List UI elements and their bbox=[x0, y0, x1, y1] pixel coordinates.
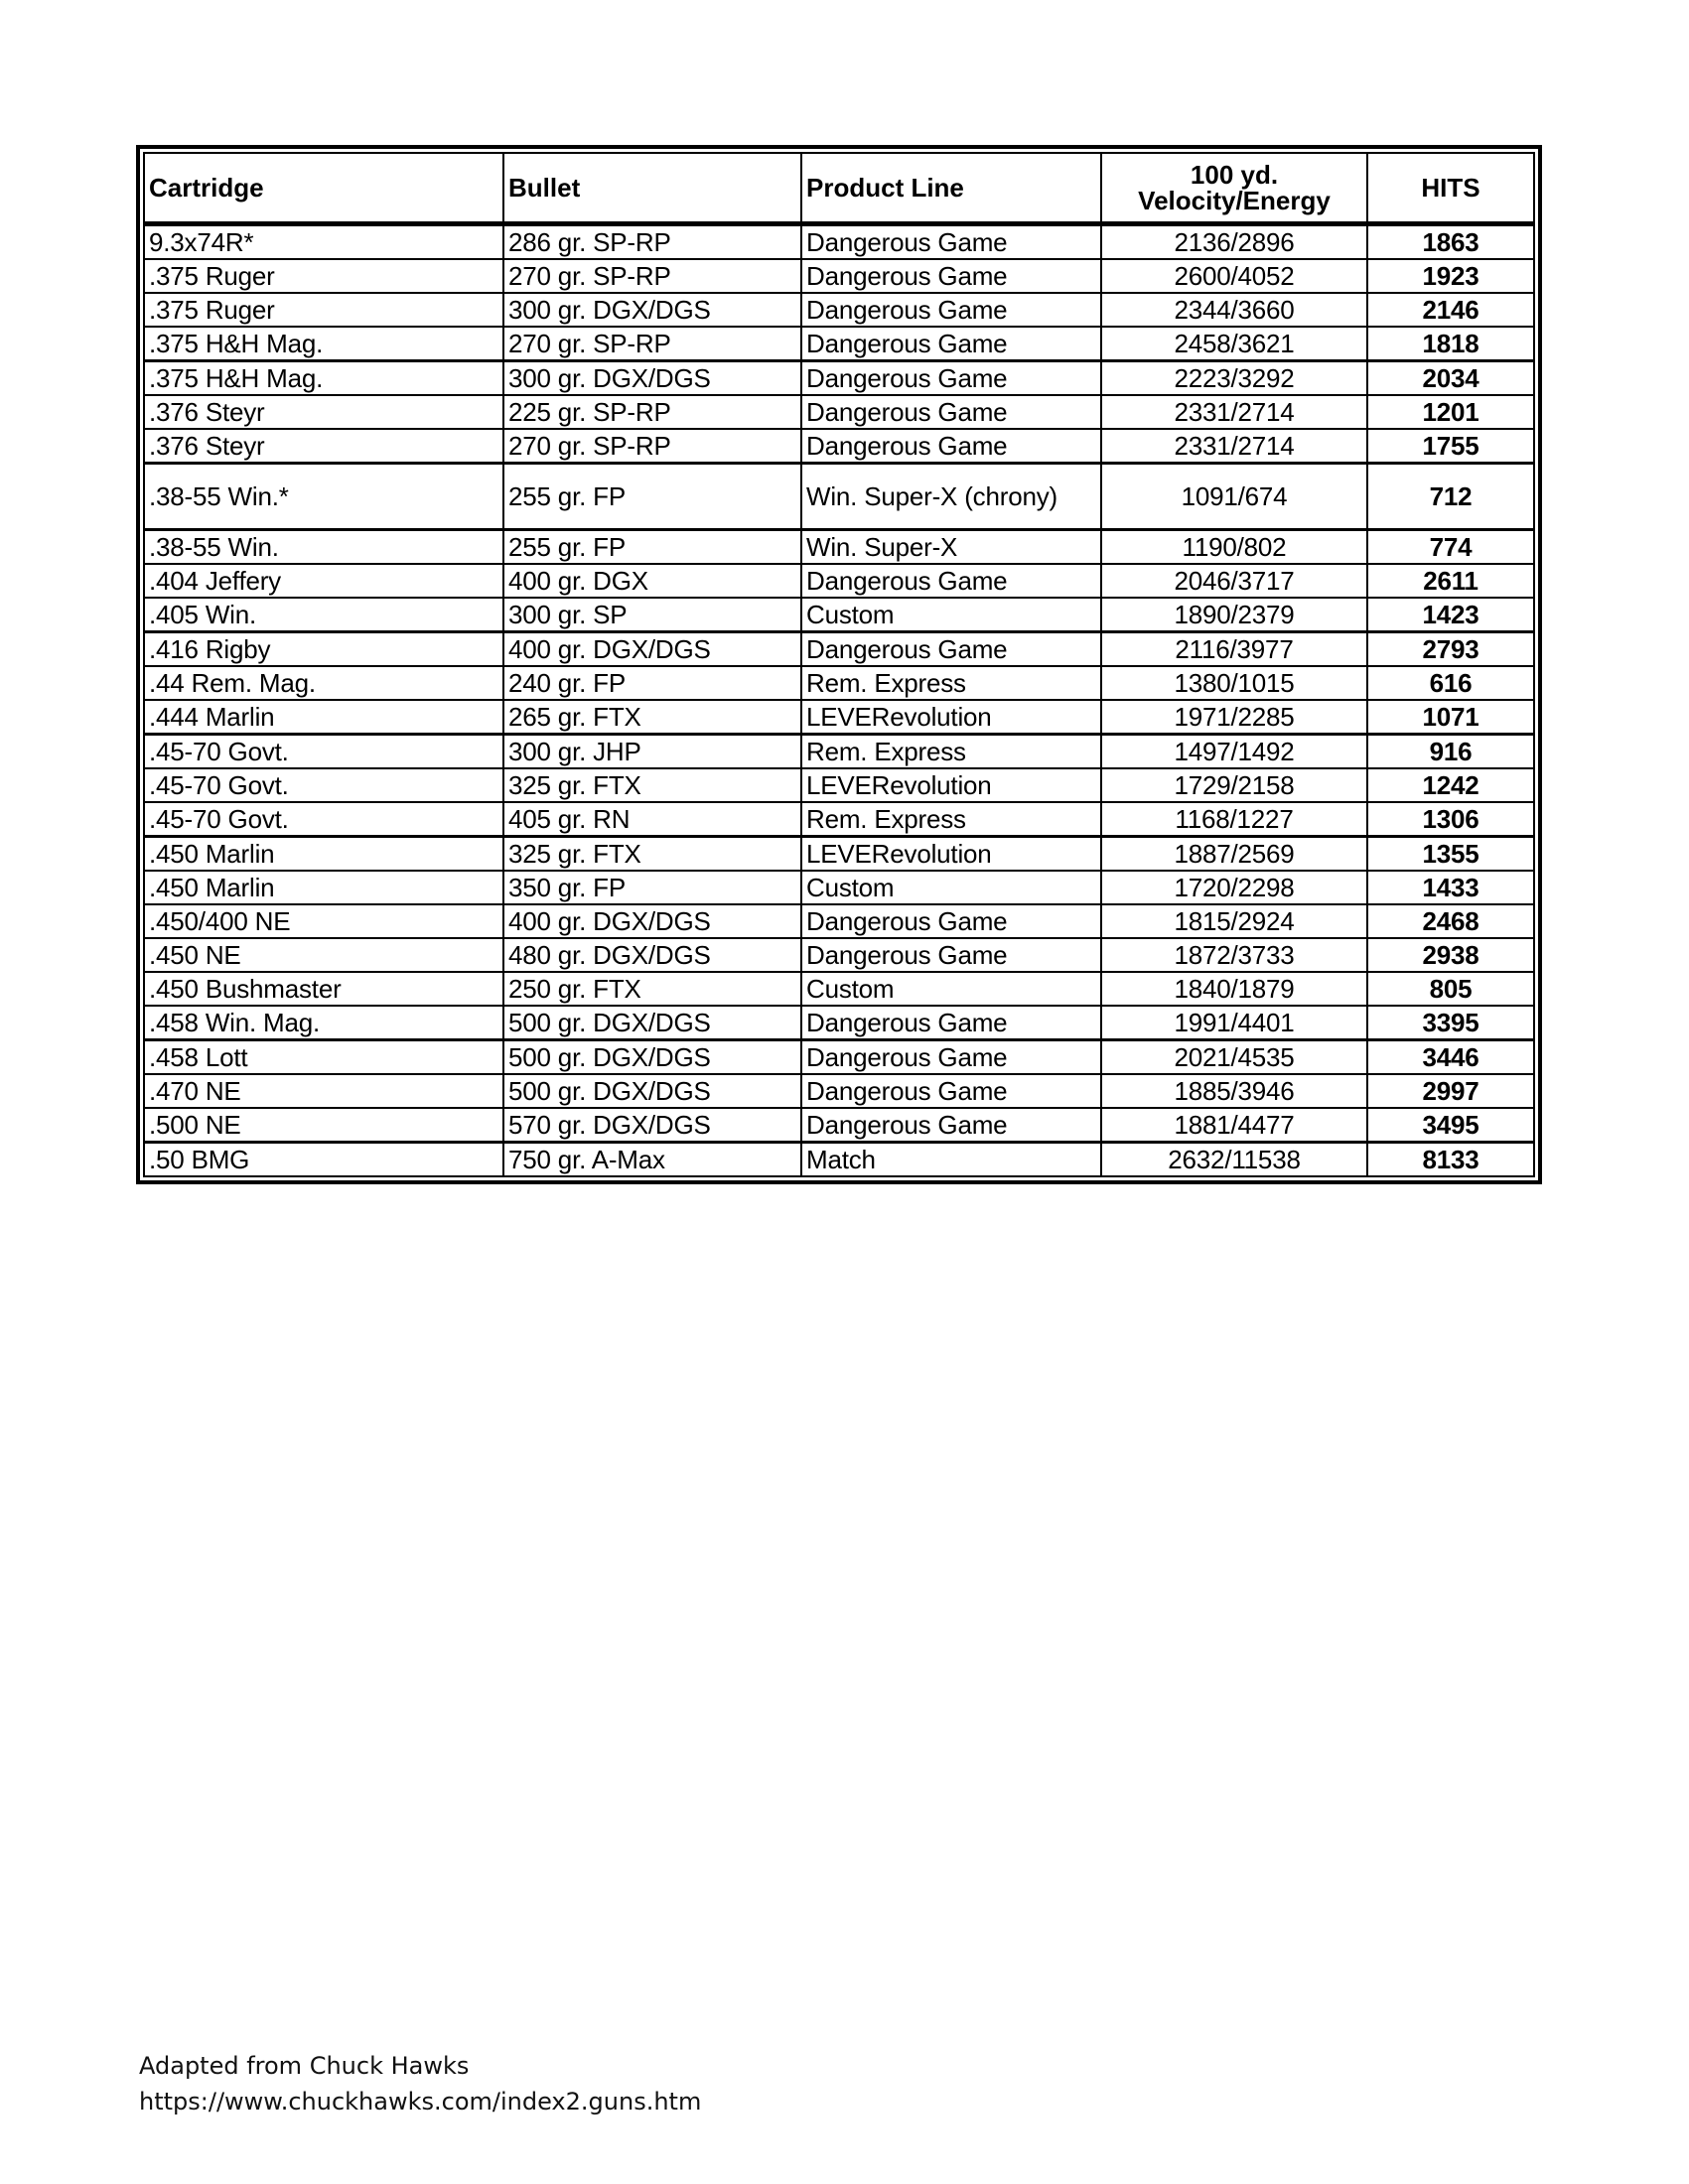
cell-bullet: 405 gr. RN bbox=[503, 802, 801, 837]
cell-cartridge: .450 Marlin bbox=[144, 871, 503, 904]
cell-cartridge: .444 Marlin bbox=[144, 700, 503, 735]
table-row bbox=[144, 327, 1534, 361]
table-row bbox=[144, 1108, 1534, 1143]
table-header-row bbox=[144, 153, 1534, 224]
cell-hits: 1863 bbox=[1367, 224, 1534, 260]
cell-hits: 616 bbox=[1367, 666, 1534, 700]
cell-bullet: 270 gr. SP-RP bbox=[503, 327, 801, 361]
cell-product-line: Dangerous Game bbox=[801, 904, 1101, 938]
table-row bbox=[144, 768, 1534, 802]
cell-velocity-energy: 1729/2158 bbox=[1101, 768, 1367, 802]
cell-hits: 2146 bbox=[1367, 293, 1534, 327]
cell-hits: 1818 bbox=[1367, 327, 1534, 361]
cell-product-line: Dangerous Game bbox=[801, 395, 1101, 429]
cell-bullet: 750 gr. A-Max bbox=[503, 1143, 801, 1177]
table-row bbox=[144, 293, 1534, 327]
cell-product-line: Dangerous Game bbox=[801, 429, 1101, 464]
cell-bullet: 270 gr. SP-RP bbox=[503, 429, 801, 464]
cell-velocity-energy: 1720/2298 bbox=[1101, 871, 1367, 904]
cell-velocity-energy: 2344/3660 bbox=[1101, 293, 1367, 327]
cell-cartridge: .44 Rem. Mag. bbox=[144, 666, 503, 700]
cell-velocity-energy: 1190/802 bbox=[1101, 530, 1367, 565]
cell-bullet: 570 gr. DGX/DGS bbox=[503, 1108, 801, 1143]
cell-cartridge: .416 Rigby bbox=[144, 632, 503, 667]
cell-velocity-energy: 2021/4535 bbox=[1101, 1040, 1367, 1075]
cell-velocity-energy: 2458/3621 bbox=[1101, 327, 1367, 361]
cell-hits: 1306 bbox=[1367, 802, 1534, 837]
cell-product-line: Dangerous Game bbox=[801, 327, 1101, 361]
table-row bbox=[144, 1006, 1534, 1040]
cell-velocity-energy: 2331/2714 bbox=[1101, 429, 1367, 464]
table-row bbox=[144, 904, 1534, 938]
table-row bbox=[144, 802, 1534, 837]
cell-hits: 2468 bbox=[1367, 904, 1534, 938]
table-row bbox=[144, 429, 1534, 464]
cell-hits: 2938 bbox=[1367, 938, 1534, 972]
cell-cartridge: .375 Ruger bbox=[144, 293, 503, 327]
cell-cartridge: .50 BMG bbox=[144, 1143, 503, 1177]
header-velocity-energy-line2: Velocity/Energy bbox=[1138, 186, 1331, 215]
cell-cartridge: .458 Lott bbox=[144, 1040, 503, 1075]
header-velocity-energy-line1: 100 yd. bbox=[1190, 160, 1279, 190]
cell-product-line: Dangerous Game bbox=[801, 1006, 1101, 1040]
cell-velocity-energy: 1872/3733 bbox=[1101, 938, 1367, 972]
cell-product-line: Dangerous Game bbox=[801, 1040, 1101, 1075]
cell-hits: 3495 bbox=[1367, 1108, 1534, 1143]
cell-bullet: 286 gr. SP-RP bbox=[503, 224, 801, 260]
cell-hits: 916 bbox=[1367, 735, 1534, 769]
table-row bbox=[144, 735, 1534, 769]
table-row bbox=[144, 1074, 1534, 1108]
cell-cartridge: .450 Marlin bbox=[144, 837, 503, 872]
cell-velocity-energy: 1380/1015 bbox=[1101, 666, 1367, 700]
hits-table bbox=[143, 152, 1535, 1177]
cell-bullet: 300 gr. DGX/DGS bbox=[503, 293, 801, 327]
table-row bbox=[144, 598, 1534, 632]
cell-product-line: Dangerous Game bbox=[801, 1074, 1101, 1108]
cell-product-line: Dangerous Game bbox=[801, 1108, 1101, 1143]
cell-bullet: 300 gr. JHP bbox=[503, 735, 801, 769]
cell-product-line: Rem. Express bbox=[801, 666, 1101, 700]
cell-product-line: Win. Super-X bbox=[801, 530, 1101, 565]
table-row bbox=[144, 224, 1534, 260]
cell-bullet: 500 gr. DGX/DGS bbox=[503, 1074, 801, 1108]
table-row bbox=[144, 632, 1534, 667]
cell-hits: 2034 bbox=[1367, 361, 1534, 396]
cell-cartridge: .404 Jeffery bbox=[144, 564, 503, 598]
footer-attribution: Adapted from Chuck Hawks bbox=[139, 2052, 470, 2080]
header-velocity-energy bbox=[1101, 153, 1367, 224]
cell-product-line: Rem. Express bbox=[801, 735, 1101, 769]
cell-product-line: Dangerous Game bbox=[801, 938, 1101, 972]
table-row bbox=[144, 1143, 1534, 1177]
cell-hits: 2997 bbox=[1367, 1074, 1534, 1108]
cell-cartridge: .45-70 Govt. bbox=[144, 735, 503, 769]
cell-bullet: 325 gr. FTX bbox=[503, 768, 801, 802]
header-product-line: Product Line bbox=[801, 153, 1101, 224]
cell-product-line: LEVERevolution bbox=[801, 768, 1101, 802]
cell-hits: 1071 bbox=[1367, 700, 1534, 735]
header-bullet: Bullet bbox=[503, 153, 801, 224]
cell-bullet: 400 gr. DGX/DGS bbox=[503, 904, 801, 938]
cell-bullet: 400 gr. DGX/DGS bbox=[503, 632, 801, 667]
cell-bullet: 480 gr. DGX/DGS bbox=[503, 938, 801, 972]
cell-cartridge: .375 H&H Mag. bbox=[144, 361, 503, 396]
cell-bullet: 255 gr. FP bbox=[503, 530, 801, 565]
table-row bbox=[144, 700, 1534, 735]
cell-hits: 774 bbox=[1367, 530, 1534, 565]
cell-product-line: Match bbox=[801, 1143, 1101, 1177]
table-row bbox=[144, 361, 1534, 396]
cell-cartridge: .376 Steyr bbox=[144, 395, 503, 429]
cell-hits: 8133 bbox=[1367, 1143, 1534, 1177]
cell-bullet: 325 gr. FTX bbox=[503, 837, 801, 872]
cell-cartridge: .405 Win. bbox=[144, 598, 503, 632]
header-hits: HITS bbox=[1367, 153, 1534, 224]
cell-hits: 1355 bbox=[1367, 837, 1534, 872]
cell-cartridge: .450/400 NE bbox=[144, 904, 503, 938]
cell-bullet: 250 gr. FTX bbox=[503, 972, 801, 1006]
table-row bbox=[144, 938, 1534, 972]
cell-velocity-energy: 2331/2714 bbox=[1101, 395, 1367, 429]
table-row bbox=[144, 972, 1534, 1006]
cell-velocity-energy: 1815/2924 bbox=[1101, 904, 1367, 938]
table-row bbox=[144, 395, 1534, 429]
table-row bbox=[144, 666, 1534, 700]
cell-product-line: Win. Super-X (chrony) bbox=[801, 464, 1101, 530]
cell-velocity-energy: 2223/3292 bbox=[1101, 361, 1367, 396]
cell-hits: 712 bbox=[1367, 464, 1534, 530]
cell-cartridge: .450 Bushmaster bbox=[144, 972, 503, 1006]
table-body bbox=[144, 224, 1534, 1177]
hits-table-frame bbox=[136, 145, 1542, 1184]
footer-url: https://www.chuckhawks.com/index2.guns.htm bbox=[139, 2088, 702, 2116]
cell-product-line: Dangerous Game bbox=[801, 224, 1101, 260]
cell-velocity-energy: 2116/3977 bbox=[1101, 632, 1367, 667]
cell-velocity-energy: 2046/3717 bbox=[1101, 564, 1367, 598]
cell-cartridge: .376 Steyr bbox=[144, 429, 503, 464]
cell-velocity-energy: 1885/3946 bbox=[1101, 1074, 1367, 1108]
cell-product-line: Rem. Express bbox=[801, 802, 1101, 837]
cell-cartridge: 9.3x74R* bbox=[144, 224, 503, 260]
table-row bbox=[144, 871, 1534, 904]
cell-bullet: 500 gr. DGX/DGS bbox=[503, 1006, 801, 1040]
cell-hits: 1433 bbox=[1367, 871, 1534, 904]
cell-cartridge: .500 NE bbox=[144, 1108, 503, 1143]
cell-product-line: Custom bbox=[801, 972, 1101, 1006]
cell-cartridge: .450 NE bbox=[144, 938, 503, 972]
cell-product-line: Dangerous Game bbox=[801, 361, 1101, 396]
cell-hits: 1755 bbox=[1367, 429, 1534, 464]
table-row bbox=[144, 259, 1534, 293]
cell-hits: 1201 bbox=[1367, 395, 1534, 429]
cell-velocity-energy: 1991/4401 bbox=[1101, 1006, 1367, 1040]
cell-velocity-energy: 1497/1492 bbox=[1101, 735, 1367, 769]
cell-hits: 3446 bbox=[1367, 1040, 1534, 1075]
cell-bullet: 255 gr. FP bbox=[503, 464, 801, 530]
cell-cartridge: .45-70 Govt. bbox=[144, 802, 503, 837]
cell-hits: 3395 bbox=[1367, 1006, 1534, 1040]
cell-product-line: LEVERevolution bbox=[801, 837, 1101, 872]
cell-cartridge: .375 Ruger bbox=[144, 259, 503, 293]
cell-cartridge: .470 NE bbox=[144, 1074, 503, 1108]
cell-hits: 1923 bbox=[1367, 259, 1534, 293]
cell-bullet: 300 gr. SP bbox=[503, 598, 801, 632]
cell-hits: 1423 bbox=[1367, 598, 1534, 632]
cell-velocity-energy: 1168/1227 bbox=[1101, 802, 1367, 837]
cell-bullet: 500 gr. DGX/DGS bbox=[503, 1040, 801, 1075]
cell-velocity-energy: 2600/4052 bbox=[1101, 259, 1367, 293]
table-row bbox=[144, 530, 1534, 565]
table-row bbox=[144, 464, 1534, 530]
cell-bullet: 225 gr. SP-RP bbox=[503, 395, 801, 429]
header-cartridge: Cartridge bbox=[144, 153, 503, 224]
cell-hits: 2611 bbox=[1367, 564, 1534, 598]
cell-bullet: 240 gr. FP bbox=[503, 666, 801, 700]
cell-cartridge: .45-70 Govt. bbox=[144, 768, 503, 802]
cell-hits: 805 bbox=[1367, 972, 1534, 1006]
cell-velocity-energy: 2632/11538 bbox=[1101, 1143, 1367, 1177]
cell-product-line: Dangerous Game bbox=[801, 564, 1101, 598]
source-footer bbox=[139, 2048, 701, 2119]
cell-product-line: Custom bbox=[801, 871, 1101, 904]
cell-velocity-energy: 2136/2896 bbox=[1101, 224, 1367, 260]
cell-hits: 1242 bbox=[1367, 768, 1534, 802]
table-row bbox=[144, 1040, 1534, 1075]
table-row bbox=[144, 564, 1534, 598]
cell-bullet: 400 gr. DGX bbox=[503, 564, 801, 598]
cell-bullet: 270 gr. SP-RP bbox=[503, 259, 801, 293]
cell-velocity-energy: 1881/4477 bbox=[1101, 1108, 1367, 1143]
cell-cartridge: .38-55 Win.* bbox=[144, 464, 503, 530]
cell-bullet: 265 gr. FTX bbox=[503, 700, 801, 735]
cell-product-line: Dangerous Game bbox=[801, 293, 1101, 327]
cell-cartridge: .458 Win. Mag. bbox=[144, 1006, 503, 1040]
cell-velocity-energy: 1890/2379 bbox=[1101, 598, 1367, 632]
cell-product-line: Custom bbox=[801, 598, 1101, 632]
table-row bbox=[144, 837, 1534, 872]
cell-product-line: LEVERevolution bbox=[801, 700, 1101, 735]
cell-velocity-energy: 1091/674 bbox=[1101, 464, 1367, 530]
cell-bullet: 300 gr. DGX/DGS bbox=[503, 361, 801, 396]
cell-cartridge: .38-55 Win. bbox=[144, 530, 503, 565]
cell-product-line: Dangerous Game bbox=[801, 632, 1101, 667]
cell-velocity-energy: 1971/2285 bbox=[1101, 700, 1367, 735]
cell-velocity-energy: 1840/1879 bbox=[1101, 972, 1367, 1006]
cell-hits: 2793 bbox=[1367, 632, 1534, 667]
cell-product-line: Dangerous Game bbox=[801, 259, 1101, 293]
cell-velocity-energy: 1887/2569 bbox=[1101, 837, 1367, 872]
cell-bullet: 350 gr. FP bbox=[503, 871, 801, 904]
cell-cartridge: .375 H&H Mag. bbox=[144, 327, 503, 361]
